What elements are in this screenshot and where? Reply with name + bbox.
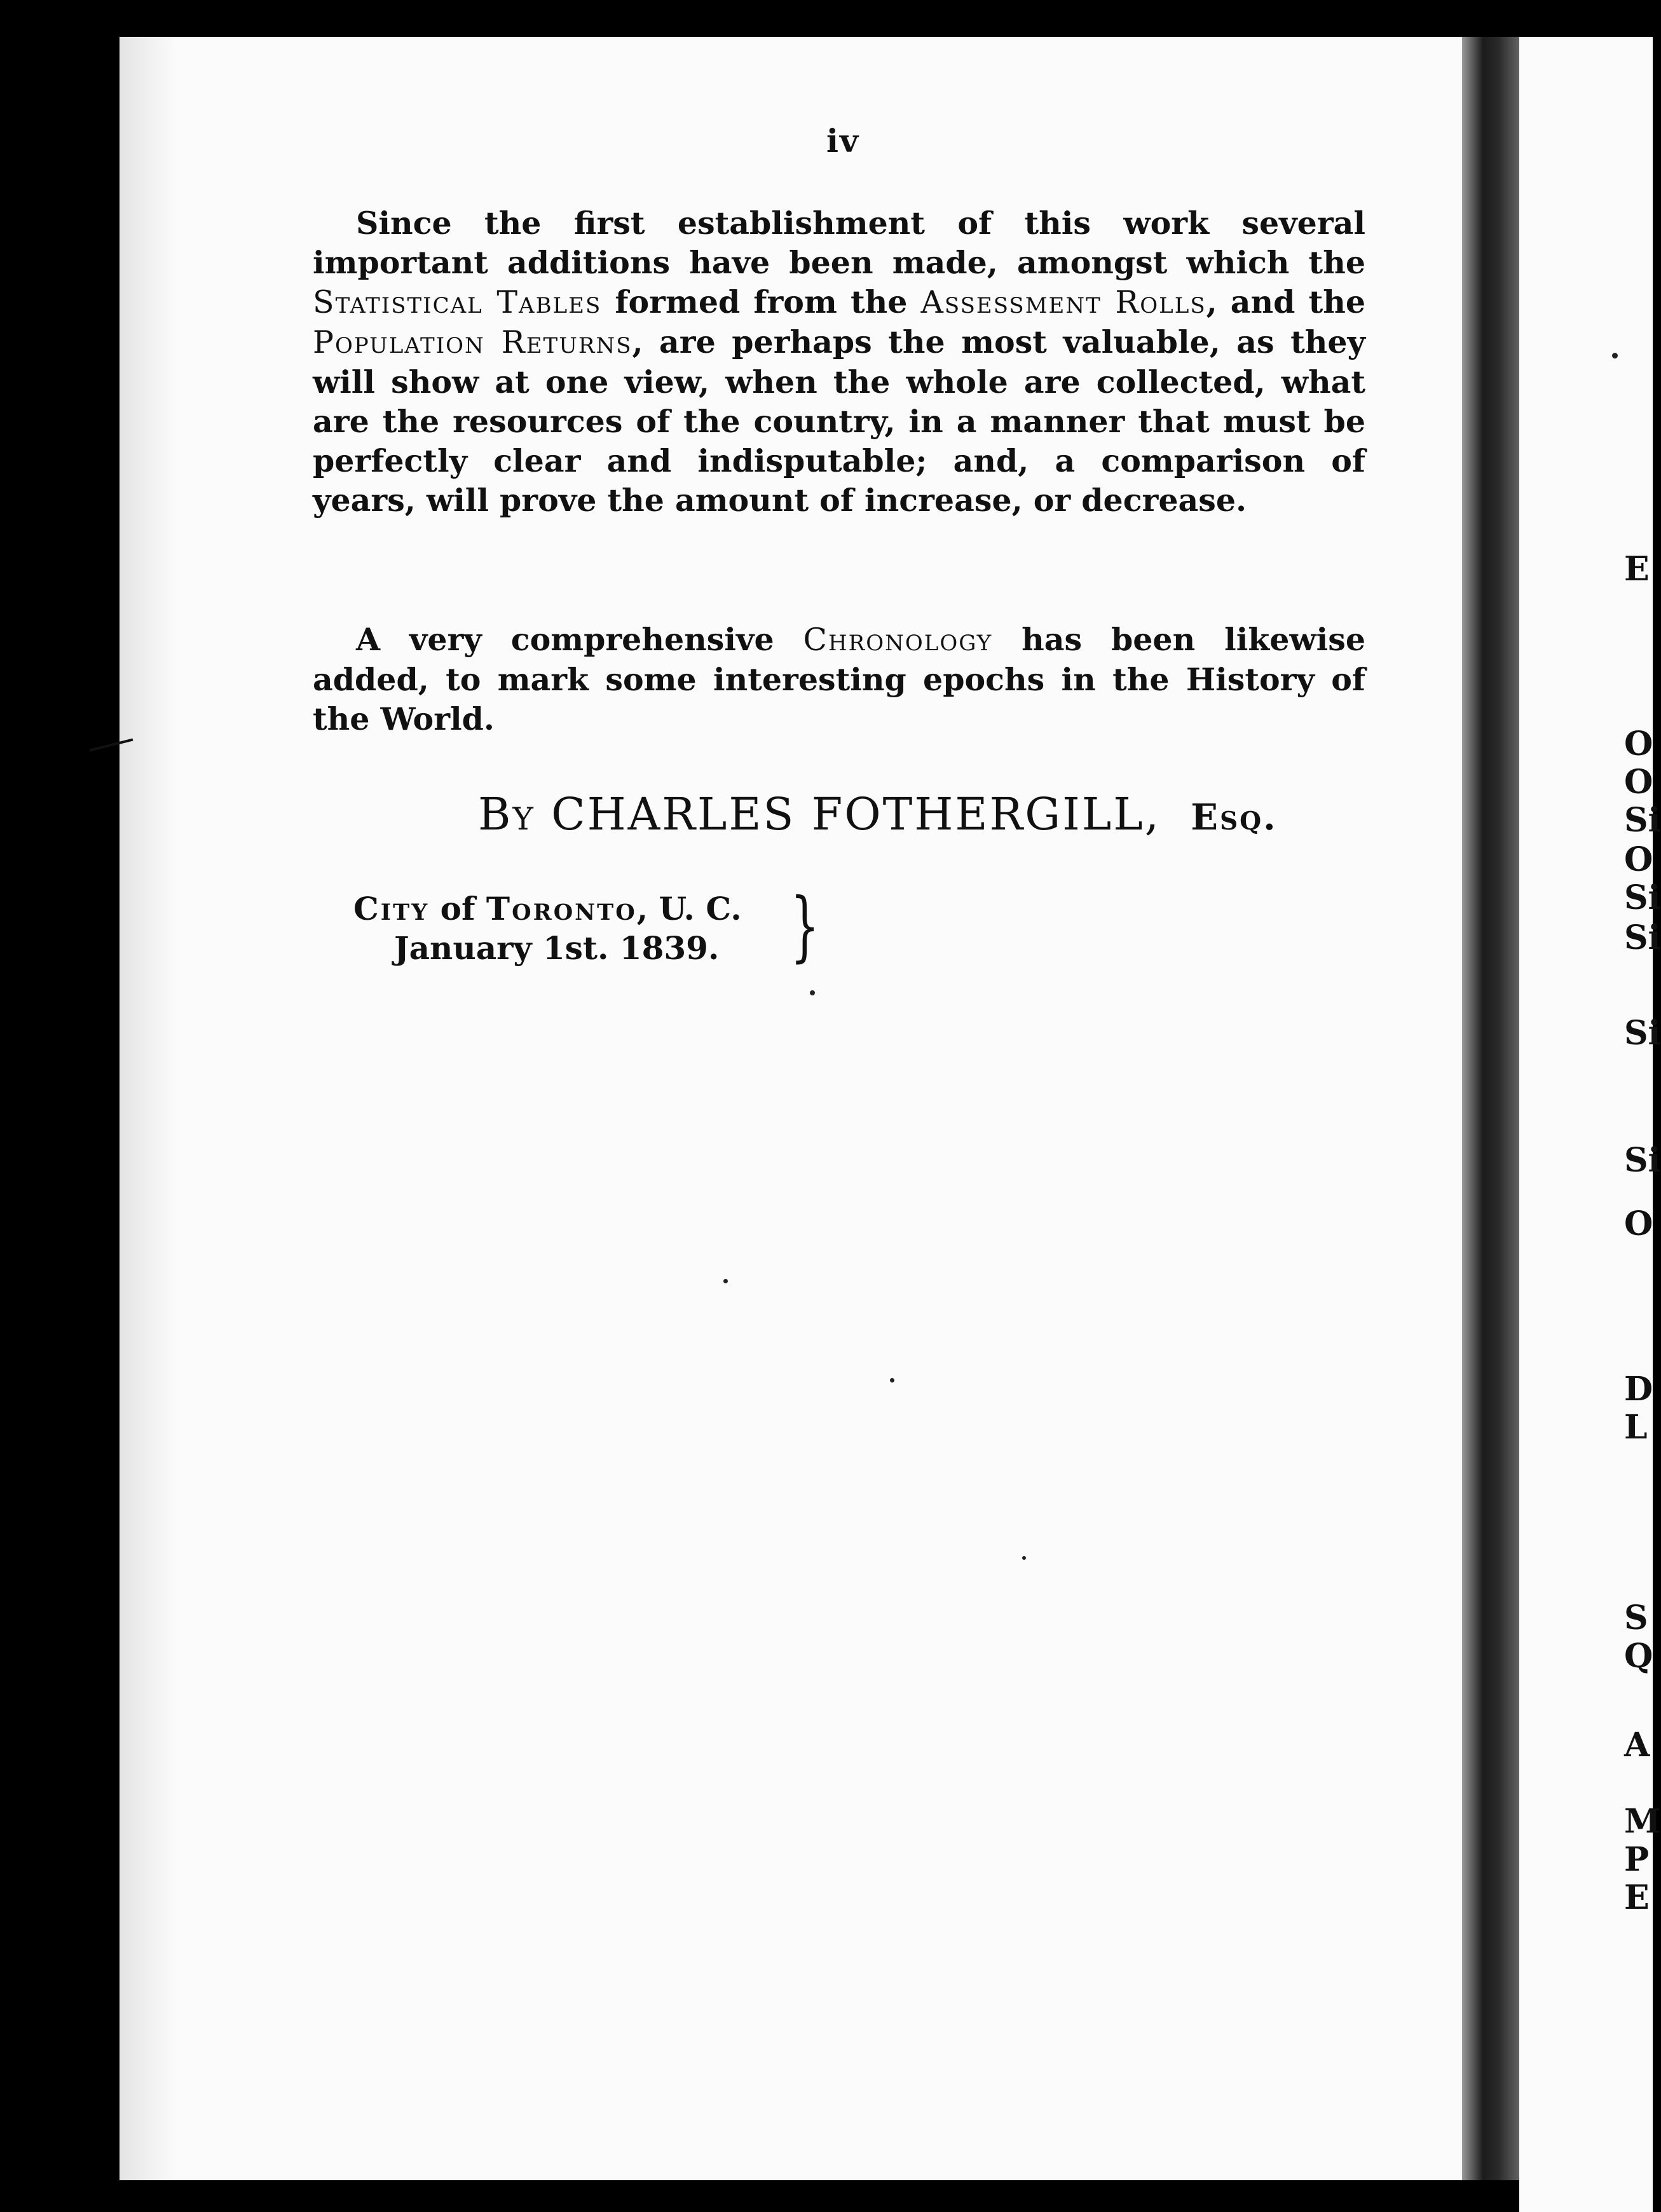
page-number: iv bbox=[826, 122, 860, 160]
paragraph-statistical-tables bbox=[313, 203, 1365, 520]
right-page-letter: Si bbox=[1624, 1014, 1661, 1053]
paragraph2-run: Chronology bbox=[803, 622, 993, 658]
brace-glyph: } bbox=[790, 882, 820, 971]
right-page-letter: O bbox=[1624, 763, 1653, 802]
scan-speck bbox=[810, 990, 815, 995]
scan-speck bbox=[1022, 1556, 1026, 1560]
place-of: of bbox=[440, 890, 475, 927]
right-page-letter: M bbox=[1624, 1802, 1661, 1841]
paragraph1-run: Statistical Tables bbox=[313, 284, 602, 320]
right-page-letter: A bbox=[1624, 1726, 1650, 1765]
book-spine bbox=[1462, 37, 1522, 2180]
scan-shadow bbox=[120, 37, 177, 2180]
scan-speck bbox=[723, 1279, 728, 1283]
place-province: , U. C. bbox=[636, 890, 742, 927]
right-page-letter: Si bbox=[1624, 801, 1661, 840]
paragraph1-run: Population Returns bbox=[313, 324, 632, 360]
paragraph-chronology bbox=[313, 620, 1365, 739]
author-line bbox=[478, 788, 1278, 840]
dateline-place bbox=[353, 890, 742, 927]
right-page-letter: O bbox=[1624, 840, 1653, 879]
scan-speck bbox=[1612, 353, 1618, 358]
right-page-letter: E bbox=[1624, 1878, 1650, 1917]
right-page-letter: Si bbox=[1624, 1141, 1661, 1180]
place-prefix: City bbox=[353, 890, 430, 927]
paragraph2-run: A very comprehensive bbox=[356, 621, 803, 658]
author-prefix: By bbox=[478, 788, 535, 840]
right-page-letter: S bbox=[1624, 1599, 1648, 1637]
right-page-letter: P bbox=[1624, 1840, 1650, 1879]
author-name: CHARLES FOTHERGILL, bbox=[551, 788, 1161, 840]
right-page-letter: L bbox=[1624, 1408, 1648, 1447]
paragraph1-run: Since the first establishment of this work several important additions have been made, amongst which the bbox=[313, 205, 1365, 281]
right-page-letter: O bbox=[1624, 725, 1653, 763]
right-page-letter: E bbox=[1624, 550, 1650, 589]
author-suffix: Esq. bbox=[1191, 796, 1278, 838]
right-page-letter: Q bbox=[1624, 1637, 1653, 1676]
right-page-letter: Si bbox=[1624, 878, 1661, 917]
scan-speck bbox=[890, 1378, 894, 1382]
paragraph2-run: has been likewise added, to mark some interesting epochs in the History of the World. bbox=[313, 621, 1365, 737]
place-city: Toronto bbox=[486, 890, 637, 927]
paragraph1-run: Assessment Rolls bbox=[920, 284, 1206, 320]
right-page-letter: D bbox=[1624, 1370, 1653, 1409]
paragraph1-run: formed from the bbox=[601, 283, 921, 320]
right-page-letter: O bbox=[1624, 1205, 1653, 1243]
right-page-letter: Si bbox=[1624, 918, 1661, 957]
paragraph1-run: , are perhaps the most valuable, as they will show at one view, when the whole are collected, what are the resources of the country, in a manner that must be perfectly clear and indisputable; and, a comparison of years, will prove the amount of increase, or decrease. bbox=[313, 324, 1365, 519]
paragraph1-run: , and the bbox=[1206, 283, 1366, 320]
dateline-date: January 1st. 1839. bbox=[394, 929, 720, 967]
